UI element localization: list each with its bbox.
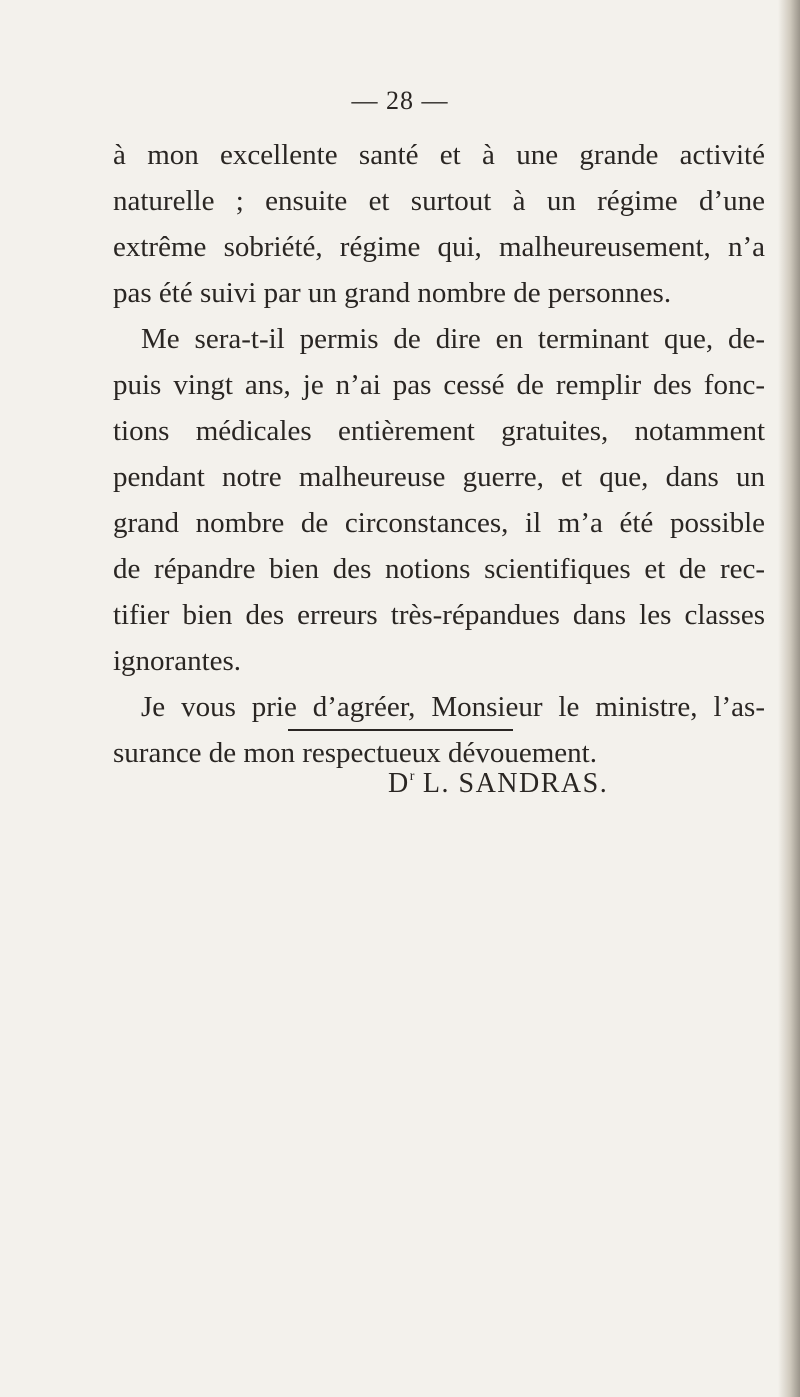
signature-name: L. SANDRAS. [414, 768, 609, 799]
text-line-13: Je vous prie d’agréer, Monsieur le ministre, l’as- [141, 691, 765, 723]
letter-body [113, 132, 765, 776]
text-line-5: Me sera-t-il permis de dire en terminant que, de- [141, 323, 765, 355]
text-line-8: pendant notre malheureuse guerre, et que, dans un [113, 461, 765, 493]
text-line-2: naturelle ; ensuite et surtout à un régime d’une [113, 185, 765, 217]
text-line-12: ignorantes. [113, 645, 242, 677]
text-line-7: tions médicales entièrement gratuites, notamment [113, 415, 765, 447]
text-line-11: tifier bien des erreurs très-répandues dans les classes [113, 599, 765, 631]
text-line-9: grand nombre de circonstances, il m’a été possible [113, 507, 765, 539]
end-rule [288, 729, 513, 731]
text-line-6: puis vingt ans, je n’ai pas cessé de remplir des fonc- [113, 369, 765, 401]
page-edge-shadow [778, 0, 800, 1397]
text-line-4: pas été suivi par un grand nombre de personnes. [113, 277, 672, 309]
text-line-1: à mon excellente santé et à une grande activité [113, 139, 765, 171]
text-line-3: extrême sobriété, régime qui, malheureusement, n’a [113, 231, 765, 263]
signature [388, 768, 608, 800]
text-line-10: de répandre bien des notions scientifiques et de rec- [113, 553, 765, 585]
signature-title: D [388, 768, 410, 799]
signature-title-superscript: r [409, 769, 415, 784]
page-number: — 28 — [351, 86, 449, 115]
text-line-14: surance de mon respectueux dévouement. [113, 737, 597, 769]
